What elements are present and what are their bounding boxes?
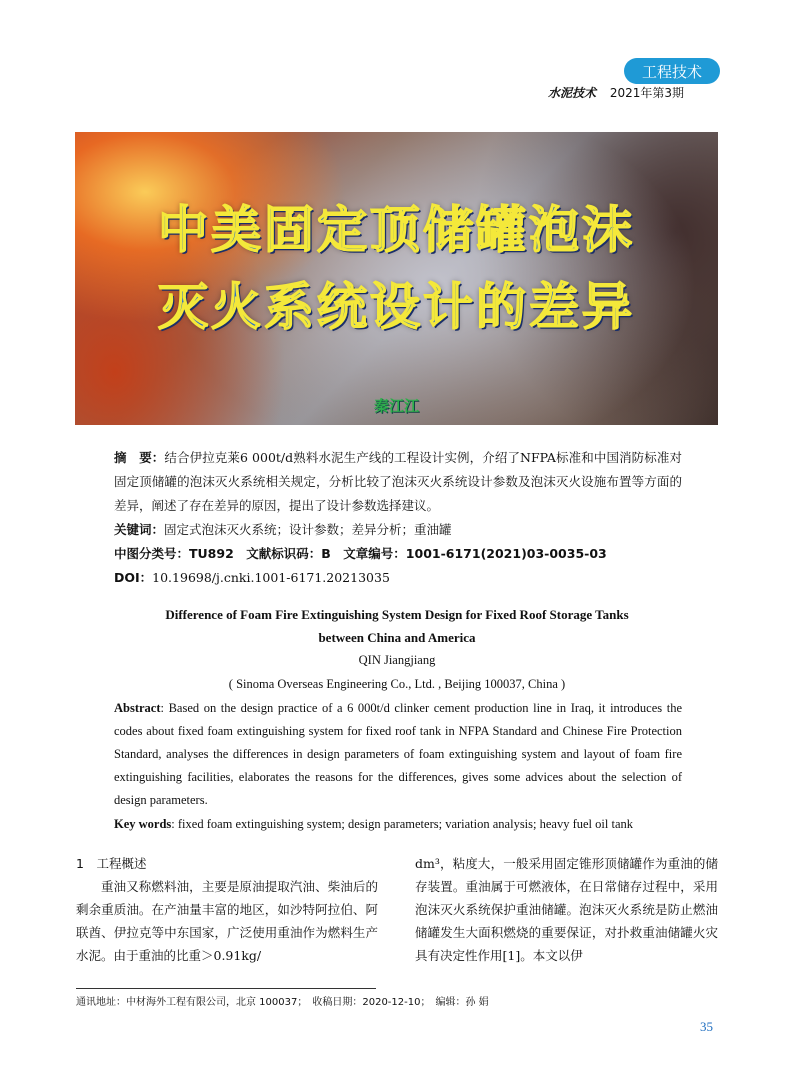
- journal-name: 水泥技术: [548, 86, 597, 100]
- english-title: [100, 603, 694, 649]
- english-keywords: [114, 813, 682, 836]
- abstract-label: 摘 要：: [114, 450, 165, 465]
- footnote: 通讯地址：中材海外工程有限公司，北京 100037； 收稿日期：2020-12-10； 编辑：孙 娟: [76, 997, 489, 1008]
- english-keywords-text: : fixed foam extinguishing system; design parameters; variation analysis; heavy fuel oil tank: [171, 817, 633, 831]
- doi-label: DOI：: [114, 570, 153, 585]
- body-column-left: [76, 852, 378, 967]
- keywords-label: 关键词：: [114, 522, 165, 537]
- abstract-text: 结合伊拉克莱6 000t/d熟料水泥生产线的工程设计实例，介绍了NFPA标准和中国消防标准对固定顶储罐的泡沫灭火系统相关规定，分析比较了泡沫灭火系统设计参数及泡沫灭火设施布置等方面的差异，阐述了存在差异的原因，提出了设计参数选择建议。: [114, 450, 682, 513]
- body-paragraph: dm³，粘度大，一般采用固定锥形顶储罐作为重油的储存装置。重油属于可燃液体，在日常储存过程中，采用泡沫灭火系统保护重油储罐。泡沫灭火系统是防止燃油储罐发生大面积燃烧的重要保证，对扑救重油储罐火灾具有决定性作用[1]。本文以伊: [415, 856, 718, 963]
- keywords-chinese: [114, 518, 682, 542]
- section-heading: 1 工程概述: [76, 856, 147, 871]
- footnote-divider: [76, 988, 376, 989]
- section-tag: 工程技术: [624, 58, 720, 84]
- journal-issue: 2021年第3期: [609, 86, 685, 100]
- english-abstract-label: Abstract: [114, 701, 161, 715]
- english-abstract: [114, 697, 682, 812]
- hero-image: [75, 132, 718, 425]
- doi-value: 10.19698/j.cnki.1001-6171.20213035: [152, 570, 390, 585]
- article-title-line-2: 灭火系统设计的差异: [158, 278, 635, 336]
- doi-line: [114, 566, 682, 590]
- abstract-chinese: [114, 446, 682, 518]
- english-title-line-2: between China and America: [318, 630, 476, 645]
- english-title-line-1: Difference of Foam Fire Extinguishing System Design for Fixed Roof Storage Tanks: [165, 607, 629, 622]
- english-abstract-text: : Based on the design practice of a 6 000t/d clinker cement production line in Iraq, it introduces the codes about fixed foam extinguishing system for fixed roof tank in NFPA Standard and Chinese Fire Protection Standard, analyses the differences in design parameters of foam extinguishing system and layout of foam fire extinguishing facilities, elaborates the reasons for the differences, gives some advices about the selection of design parameters.: [114, 701, 682, 807]
- body-column-right: [415, 852, 718, 967]
- english-keywords-label: Key words: [114, 817, 172, 831]
- english-affiliation: ( Sinoma Overseas Engineering Co., Ltd. , Beijing 100037, China ): [228, 677, 566, 691]
- journal-header: [548, 84, 684, 101]
- classification-text: 中图分类号：TU892 文献标识码：B 文章编号：1001-6171(2021)03-0035-03: [114, 546, 607, 561]
- body-paragraph: 重油又称燃料油，主要是原油提取汽油、柴油后的剩余重质油。在产油量丰富的地区，如沙特阿拉伯、阿联酋、伊拉克等中东国家，广泛使用重油作为燃料生产水泥。由于重油的比重＞0.91kg/: [76, 879, 378, 963]
- english-author: QIN Jiangjiang: [358, 653, 436, 667]
- author-name: 秦江江: [373, 397, 419, 415]
- classification-line: [114, 542, 682, 566]
- article-title-line-1: 中美固定顶储罐泡沫: [158, 201, 635, 259]
- keywords-text: 固定式泡沫灭火系统；设计参数；差异分析；重油罐: [164, 522, 452, 537]
- page-number: 35: [700, 1019, 713, 1034]
